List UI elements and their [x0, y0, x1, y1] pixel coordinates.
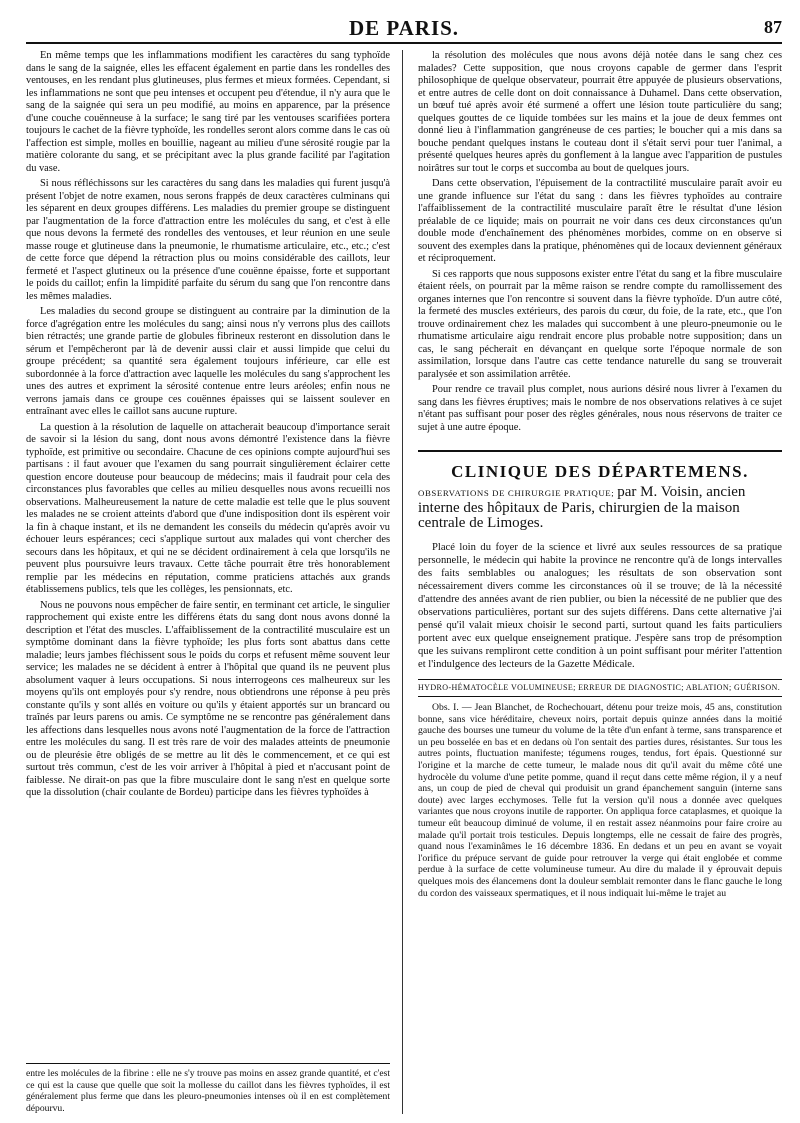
paragraph: Obs. I. — Jean Blanchet, de Rochechouart, détenu pour treize mois, 45 ans, constitution bonne, sans vice héréditaire, cheveux noirs, portait depuis quinze années dans la moitié gauche des bourses une tumeur du volume de la tête d'un enfant à terme, sans transparence et un peu bosselée en bas et en dedans où l'on sentait des parties dures, résistantes. Sur tous les autres points, fluctuation manifeste; tégumens rouges, tendus, fort épais. Questionné sur l'origine et la marche de cette tumeur, le malade nous dit qu'il avait du même côté une hydrocèle du volume d'une petite pomme, quand il reçut dans cette même région, il y a neuf ans, un coup de pied de cheval qui produisit un grand épanchement sanguin (interne sans doute) avec larges ecchymoses. Telle fut la version qu'il nous a donnée avec quelques variantes que nous croyons inutile de rapporter. On appliqua force cataplasmes, et quoique la tumeur eût beaucoup diminué de volume, il en restait assez néanmoins pour faire croire au malade qu'il portait trois testicules. Depuis longtemps, elle ne cessait de faire des progrès, quand nous l'examinâmes le 16 décembre 1836. En dedans et un peu en avant se voyait l'orifice du prépuce servant de guide pour retrouver la verge qui était englobée et comme perdue à la surface de cette volumineuse tumeur. Au dire du malade il y éprouvait depuis quelques mois des élancemens dont la douleur semblait remonter dans le flanc gauche le long du cordon des vaisseaux spermatiques, et il nous indiquait lui-même le trajet au — [418, 702, 782, 899]
newspaper-page — [26, 14, 782, 1114]
paragraph: La question à la résolution de laquelle on attacherait beaucoup d'importance serait de savoir si la lésion du sang, dont nous avons démontré l'existence dans la fièvre typhoïde, est primitive ou secondaire. Chacune de ces opinions compte aujourd'hui ses partisans : il faut avouer que l'examen du sang pourrait singulièrement éclairer cette question encore douteuse pour beaucoup de médecins; mais il faudrait pour cela des circonstances plus favorables que celles au milieu desquelles nous avons recueilli nos observations. Malheureusement la nature de cette maladie est telle que le plus souvent les malades ne se croient atteints d'abord que d'une indisposition dont ils espèrent voir la fin à chaque instant, et ils ne demandent les conseils du médecin qu'après avoir vu échouer leurs espérances; ceci s'applique surtout aux malades qui vont chercher des secours dans les hôpitaux, et qui ne se décident ordinairement à cela que lorsqu'ils ne peuvent plus poursuivre leurs travaux. Cette tâche pourrait être très honorablement remplie par les médecins en réputation, comme praticiens attachés aux grands établissemens publics, tels que les collèges, les pensionnats, etc. — [26, 421, 390, 595]
article-heading — [418, 485, 782, 531]
paragraph: Dans cette observation, l'épuisement de la contractilité musculaire paraît avoir eu une grande influence sur l'état du sang : dans les fièvres typhoïdes au contraire l'affaiblissement de la contractilité musculaire paraît être le résultat d'une lésion préalable de ce liquide; mais on pourrait ne voir dans ces deux circonstances qu'un double mode d'enchaînement des phénomènes morbides, comme on en observe si souvent des exemples dans la pratique, phénomènes qui de locaux deviennent généraux et réciproquement. — [418, 178, 782, 264]
paragraph: Nous ne pouvons nous empêcher de faire sentir, en terminant cet article, le singulier rapprochement qui existe entre les différens états du sang dont nous avons donné la description et l'état des muscles. L'affaiblissement de la contractilité musculaire est un symptôme dominant dans la fièvre typhoïde; les plus forts sont abattus dans cette maladie; leurs jambes fléchissent sous le poids du corps et refusent même souvent leur service; les malades ne se décident à entrer à l'hôpital que quand ils ne peuvent plus absolument vaquer à leurs occupations. Si nous interrogeons ces malheureux sur les moyens qu'ils ont employés pour s'y rendre, nous obtiendrons une réponse à peu près constante qu'ils y sont allés en voiture ou qu'ils y étaient apportés sur un brancard ou traînés par leurs parens ou amis. Ce symptôme ne se rencontre pas généralement dans les affections dans lesquelles nous avons noté l'augmentation de la force de l'attraction entre les molécules du sang. Il est très rare de voir des malades atteints de pneumonie ou de pleurésie être obligés de se mettre au lit dès le commencement, et ce qui est surtout très commun, c'est de les voir arriver à l'hôpital à pied et n'accusant point de faiblesse. Ne dirait-on pas que la fibre musculaire dont le sang n'est en quelque sorte que la dissolution (chair coulante de Bordeu) participe dans les fièvres typhoïdes à — [26, 599, 390, 798]
section-title: CLINIQUE DES DÉPARTEMENS. — [418, 450, 782, 479]
paragraph: Les maladies du second groupe se distinguent au contraire par la diminution de la force d'agrégation entre les molécules du sang; ainsi nous n'y verrons plus des caillots bien rétractés; une grande partie de globules fibrineux resteront en dissolution dans le sérum et l'empêcheront par là de devenir aussi clair et aussi limpide que celui du groupe précédent; sa quantité sera également toujours inférieure, car elle est subordonnée à la force d'attraction avec laquelle les molécules du sang s'approchent les unes des autres et expriment la sérosité contenue entre leurs aréoles; enfin nous ne verrons jamais dans ce groupe ces couënnes épaisses qui se laissent soulever en entraînant avec elles le caillot sans aucune rupture. — [26, 306, 390, 417]
case-body — [418, 702, 782, 899]
running-title: DE PARIS. — [348, 16, 460, 40]
paragraph: Si ces rapports que nous supposons exister entre l'état du sang et la fibre musculaire étaient réels, on pourrait par la même raison se rendre compte du ramollissement des organes internes que l'on rencontre si souvent dans la fièvre typhoïde. D'un autre côté, la fermeté des muscles extérieurs, des parois du cœur, du foie, de la rate, etc., que l'on trouve ordinairement chez les malades qui succombent à une pleuro-pneumonie ou le rhumatisme articulaire aigu rendrait encore plus probable notre supposition; dans un cas, le sang pécherait en dévançant en quelque sorte l'époque normale de son assimilation, lorsque dans l'autre cas cette tendance naturelle du sang se trouverait paralysée et son assimilation arrêtée. — [418, 268, 782, 380]
paragraph: Placé loin du foyer de la science et livré aux seules ressources de sa pratique personnelle, le médecin qui habite la province ne rencontre qu'à de longs intervalles des faits semblables ou analogues; les résultats de son observation sont nécessairement divers comme les circonstances où il se trouve; de là la nécessité d'attendre des années avant de rien publier, ou bien la nécessité de ne publier que des observations particulières, portant sur des sujets différens. Dans cette alternative j'ai pensé qu'il valait mieux choisir le second parti, surtout quand les faits particuliers portent avec eux quelque enseignement pratique. J'espère sans trop de présomption que les suivans rempliront cette condition à un point suffisant pour mériter l'attention et l'indulgence des lecteurs de la Gazette Médicale. — [418, 541, 782, 670]
page-header — [26, 14, 782, 44]
column-divider — [402, 50, 403, 1114]
paragraph: Pour rendre ce travail plus complet, nous aurions désiré nous livrer à l'examen du sang dans les fièvres éruptives; mais le nombre de nos observations relatives à ce sujet n'étant pas suffisant pour poser des règles générales, nous nous réservons de traiter ce sujet à une autre époque. — [418, 384, 782, 433]
case-heading: HYDRO-HÉMATOCÈLE VOLUMINEUSE; ERREUR DE DIAGNOSTIC; ABLATION; GUÉRISON. — [418, 679, 782, 698]
paragraph: la résolution des molécules que nous avons déjà notée dans le sang chez ces malades? Cette supposition, que nous croyons capable de germer dans l'esprit philosophique de quelque observateur, pourrait être appuyée de plusieurs observations, et entre autres de celle dont on doit connaissance à Duhamel. Dans cette observation, un bœuf tué après avoir été surmené a offert une lésion toute particulière du sang; quelques gouttes de ce liquide tombées sur les mains et la joue de deux femmes ont donné lieu à l'inflammation gangréneuse de ces parties; le boucher qui a mis dans sa bouche pendant quelques instans le couteau dont il s'était servi pour tuer l'animal, a présenté quelques heures après du gonflement à la langue avec l'apparition de pustules noirâtres sur tout le corps et succomba au bout de quelques jours. — [418, 50, 782, 174]
footnote: entre les molécules de la fibrine : elle ne s'y trouve pas moins en assez grande quantité, et c'est ce qui est la cause que quelle que soit la mollesse du caillot dans les fièvres typhoïdes, il est généralement plus ferme que dans les pleuro-pneumonies intenses où il en est complètement dépourvu. — [26, 1063, 390, 1114]
paragraph: En même temps que les inflammations modifient les caractères du sang typhoïde dans le sang de la saignée, elles les effacent également en partie dans les rondelles des ventouses, en les rendant plus glutineuses, plus fermes et mieux formées. Cependant, si les inflammations ne sont que peu intenses et occupent peu d'étendue, il n'y aura que le sang de la saignée qui sera un peu modifié, au moins en apparence, par la présence d'une couche couënneuse à la surface; le sang tiré par les ventouses scarifiées portera toujours le cachet de la fièvre typhoïde, les rondelles seront alors comme dans le cas où l'affection est simple, molles en bouillie, nageant au milieu d'une sérosité rougie par la matière colorante du sang, et se précipitant avec la plus grande facilité par l'agitation du vase. — [26, 50, 390, 174]
right-column — [418, 50, 782, 1114]
left-column — [26, 50, 390, 1114]
paragraph: Si nous réfléchissons sur les caractères du sang dans les maladies qui furent jusqu'à présent l'objet de notre examen, nous serons frappés de deux caractères culminans qui les séparent en deux groupes différens. Les maladies du premier groupe se distinguent par l'augmentation de la force d'attraction entre les molécules du sang, et c'est à elle que nous devons la fermeté des rondelles des ventouses, et leur réunion en une seule masse rouge et glutineuse dans la pneumonie, le rhumatisme articulaire, etc., etc.; c'est de cette force que dépend la rétraction plus ou moins considérable des caillots, leur fermeté et l'aspect glutineux ou la présence d'une couënne épaisse, forte et supportant le poids du caillot; enfin la limpidité parfaite du sérum du sang que l'on rencontre dans les mêmes maladies. — [26, 178, 390, 302]
article-intro — [418, 541, 782, 671]
page-number: 87 — [764, 17, 782, 37]
observations-label: OBSERVATIONS DE CHIRURGIE PRATIQUE; — [418, 487, 615, 498]
author-line: par M. Voisin, ancien interne des hôpitaux de Paris, chirurgien de la maison centrale de Limoges. — [418, 483, 746, 531]
body-columns — [26, 50, 782, 1114]
